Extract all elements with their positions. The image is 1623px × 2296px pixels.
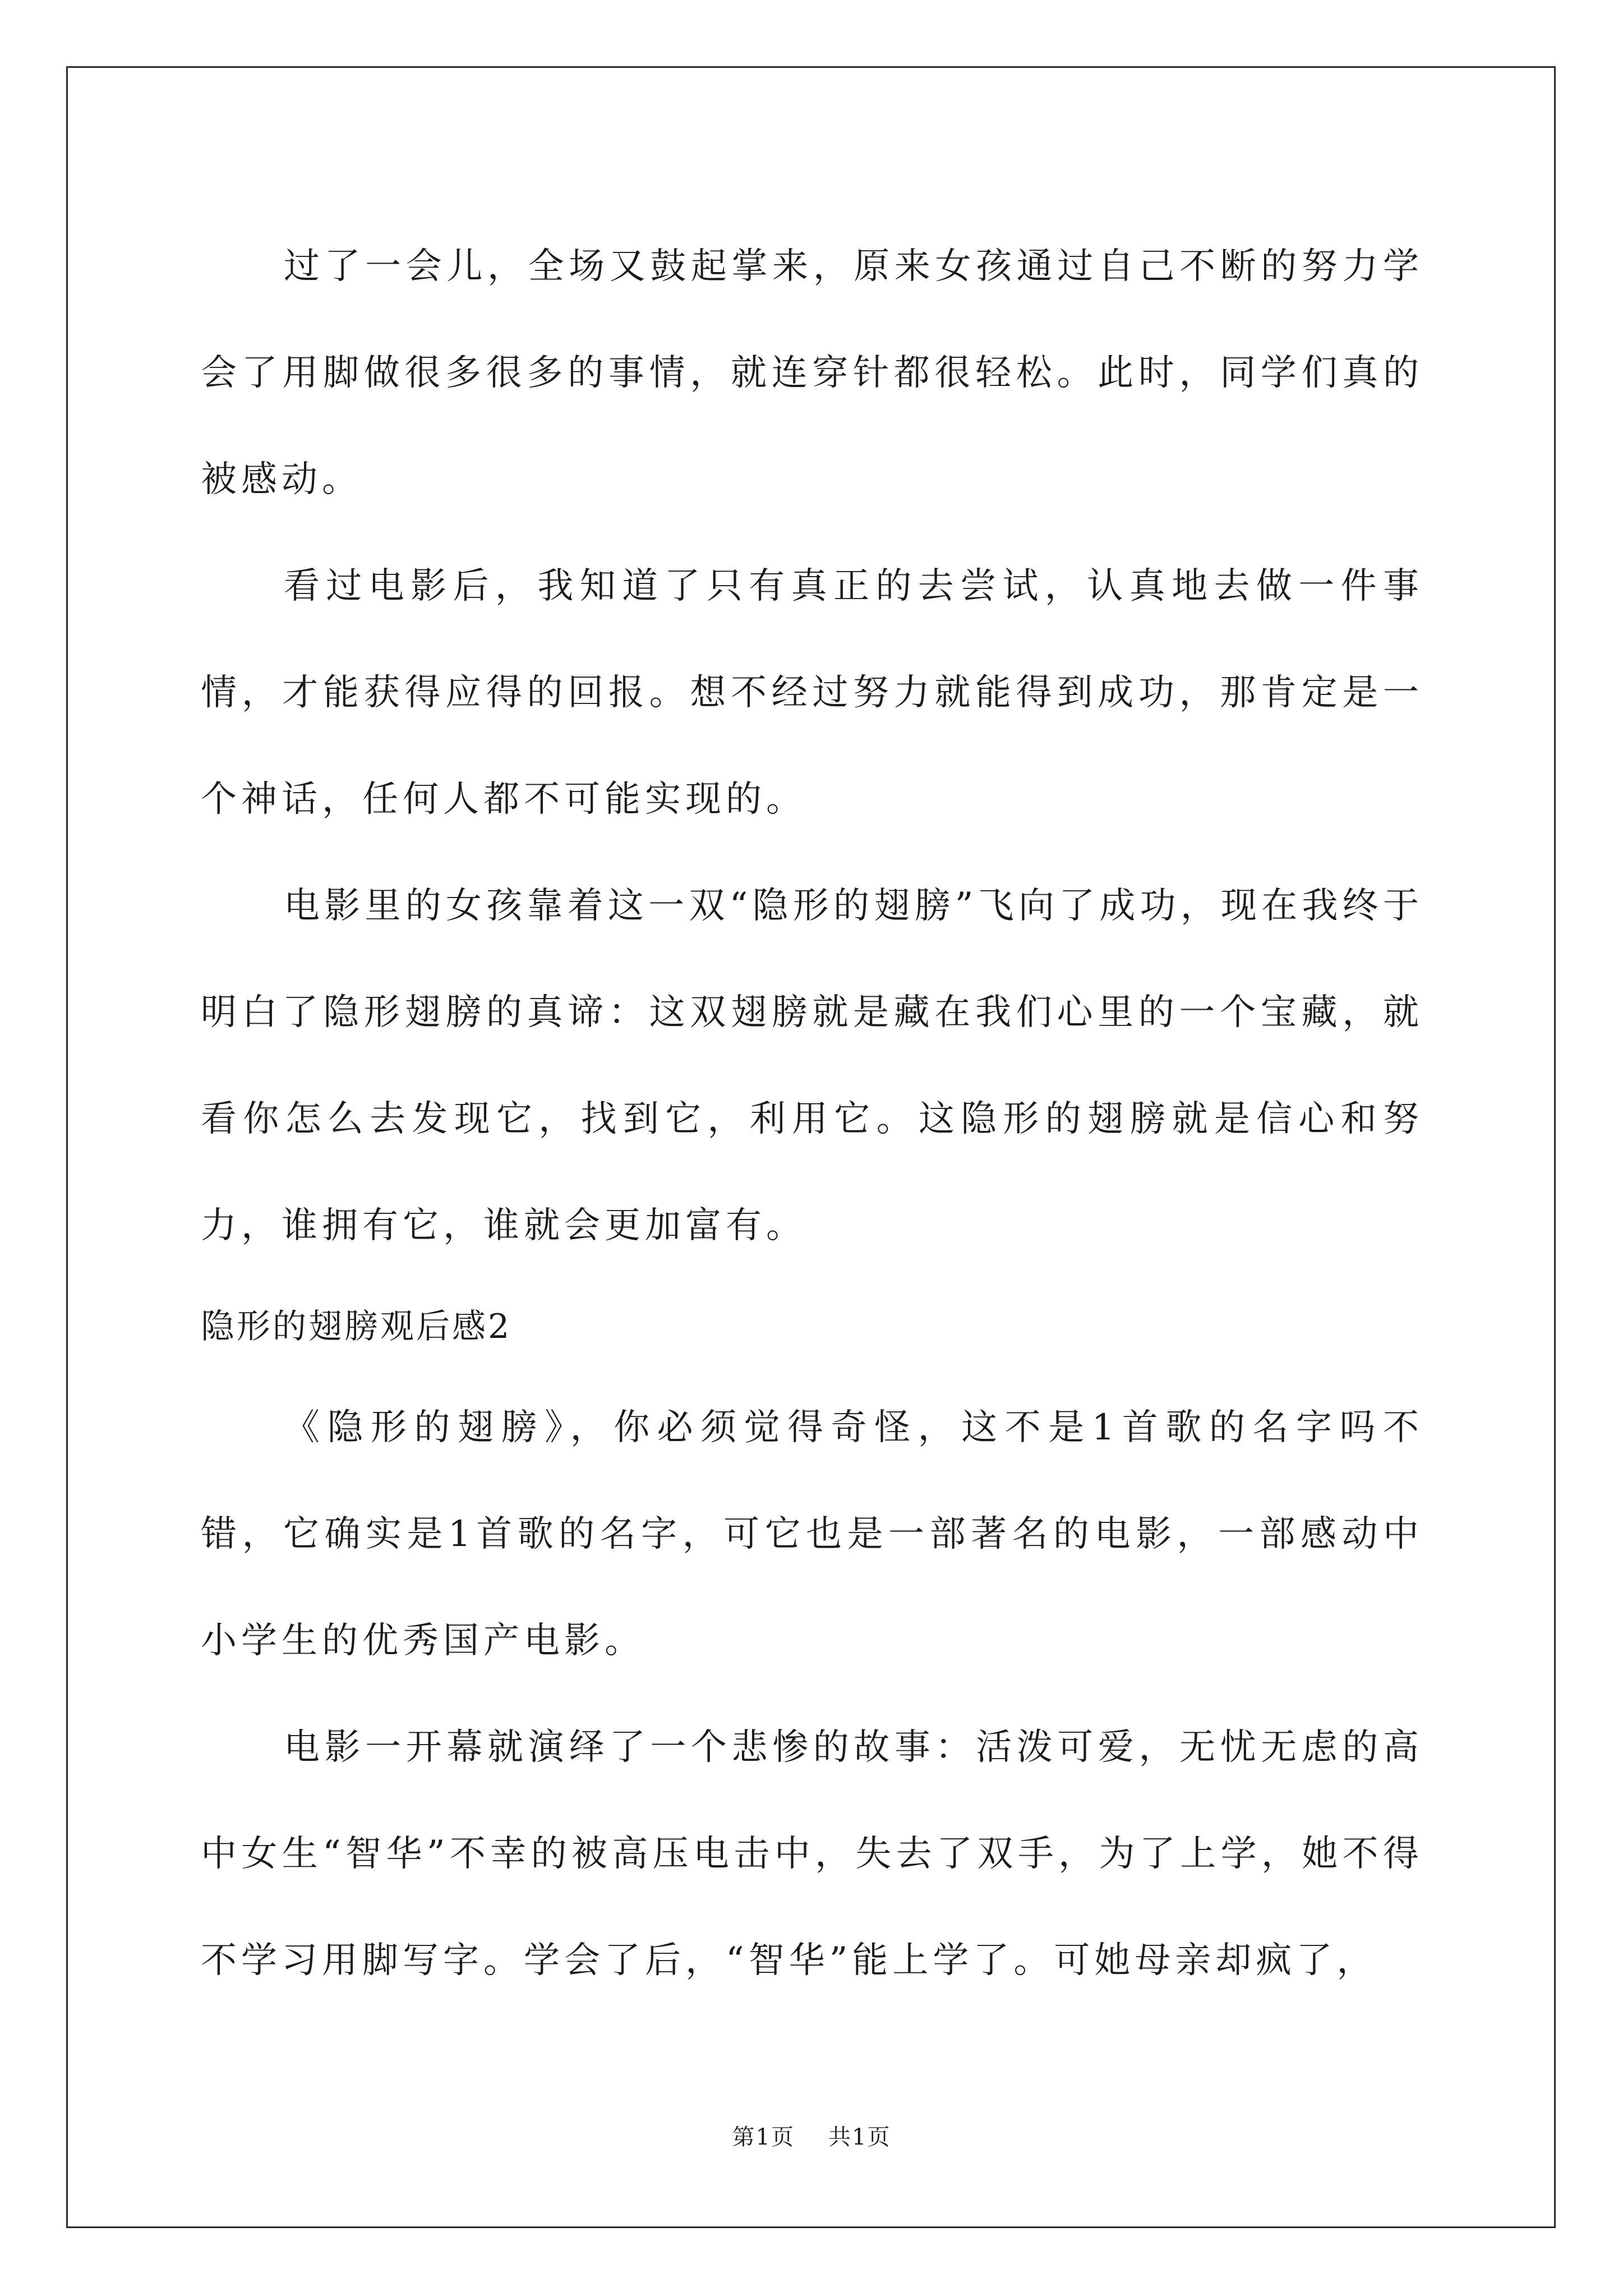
page-footer — [0, 2119, 1623, 2151]
paragraph: 《隐形的翅膀》，你必须觉得奇怪，这不是1首歌的名字吗不错，它确实是1首歌的名字，可它也是一部著名的电影，一部感动中小学生的优秀国产电影。 — [201, 1407, 1423, 1662]
section-heading: 隐形的翅膀观后感2 — [201, 1307, 512, 1346]
paragraph: 电影里的女孩靠着这一双“隐形的翅膀”飞向了成功，现在我终于明白了隐形翅膀的真谛：这双翅膀就是藏在我们心里的一个宝藏，就看你怎么去发现它，找到它，利用它。这隐形的翅膀就是信心和努力，谁拥有它，谁就会更加富有。 — [201, 885, 1423, 1246]
paragraph: 电影一开幕就演绎了一个悲惨的故事：活泼可爱，无忧无虑的高中女生“智华”不幸的被高压电击中，失去了双手，为了上学，她不得不学习用脚写字。学会了后，“智华”能上学了。可她母亲却疯了， — [201, 1727, 1423, 1981]
paragraph: 看过电影后，我知道了只有真正的去尝试，认真地去做一件事情，才能获得应得的回报。想不经过努力就能得到成功，那肯定是一个神话，任何人都不可能实现的。 — [201, 565, 1423, 820]
page-total: 共1页 — [828, 2124, 891, 2150]
page-number: 第1页 — [732, 2124, 795, 2150]
document-body — [201, 213, 1423, 2014]
paragraph: 过了一会儿，全场又鼓起掌来，原来女孩通过自己不断的努力学会了用脚做很多很多的事情，就连穿针都很轻松。此时，同学们真的被感动。 — [201, 246, 1423, 500]
